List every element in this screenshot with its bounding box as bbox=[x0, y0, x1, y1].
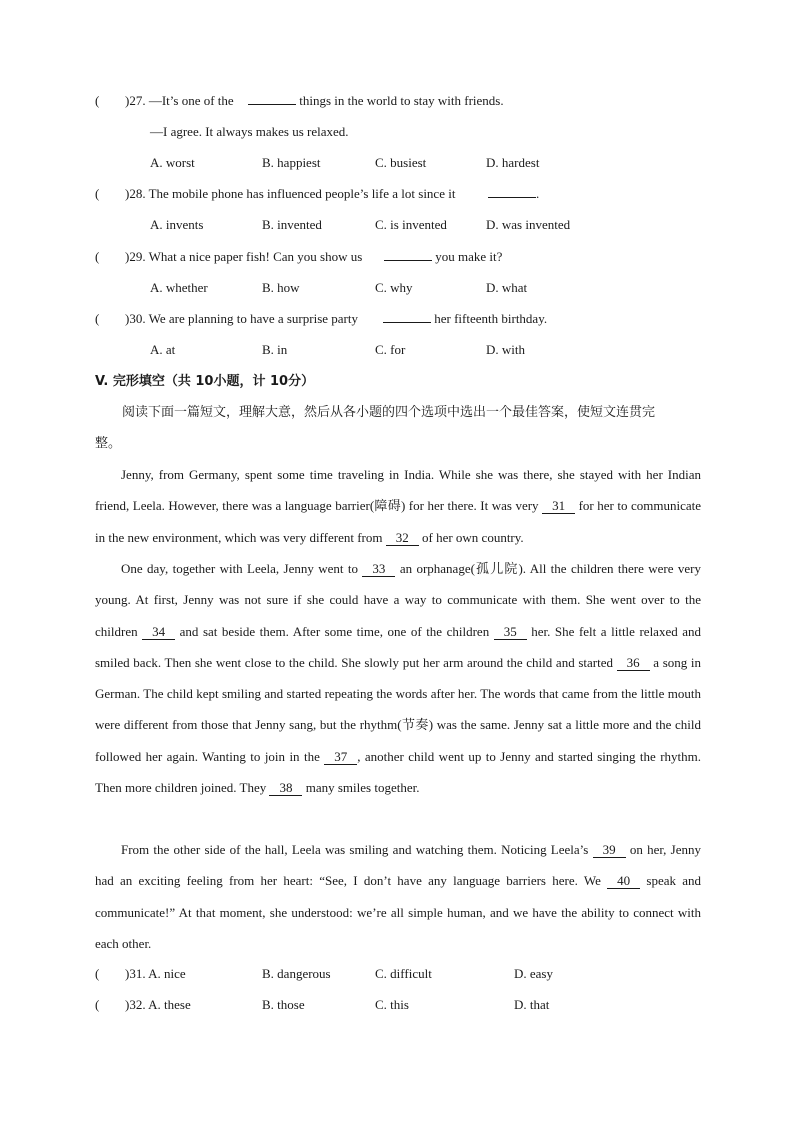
option: A. worst bbox=[150, 155, 195, 170]
question-27-reply: —I agree. It always makes us relaxed. bbox=[150, 124, 349, 139]
answer-paren: ( bbox=[95, 93, 100, 108]
question-29-options: A. whether B. how C. why D. what bbox=[150, 280, 528, 295]
blank-number: 40 bbox=[607, 874, 640, 889]
option: D. hardest bbox=[486, 155, 540, 170]
blank-number: 39 bbox=[593, 843, 626, 858]
option: B. happiest bbox=[262, 155, 321, 170]
answer-blank bbox=[383, 310, 431, 323]
question-30: ( )30. We are planning to have a surprise party her fifteenth birthday. bbox=[95, 311, 548, 326]
answer-blank bbox=[248, 92, 296, 105]
blank-number: 31 bbox=[542, 499, 575, 514]
passage-paragraph-1: Jenny, from Germany, spent some time traveling in India. While she was there, she stayed with her Indian friend, Leela. However, there was a language barrier(障碍) for her there. It was very 31 for her to communicate in the new environment, which was very different from 32 of her own country. bbox=[95, 467, 702, 545]
question-29: ( )29. What a nice paper fish! Can you show us you make it? bbox=[95, 249, 503, 264]
option: C. busiest bbox=[375, 155, 427, 170]
answer-blank bbox=[384, 248, 432, 261]
answer-blank bbox=[488, 185, 536, 198]
blank-number: 36 bbox=[617, 656, 650, 671]
passage-paragraph-3: From the other side of the hall, Leela was smiling and watching them. Noticing Leela’s 39 on her, Jenny had an exciting feeling from her heart: “See, I don’t have any language barriers here. We 40 speak and communicate!” At that moment, she understood: we’re all simple human, and we have the ability to connect with each other. bbox=[95, 842, 702, 951]
blank-number: 33 bbox=[362, 562, 395, 577]
passage-paragraph-2: One day, together with Leela, Jenny went to 33 an orphanage(孤儿院). All the children there were very young. At first, Jenny was not sure if she could have a way to communicate with them. She went over to the children 34 and sat beside them. After some time, one of the children 35 her. She felt a little relaxed and smiled back. Then she went close to the child. She slowly put her arm around the child and started 36 a song in German. The child kept smiling and started repeating the words after her. The words that came from the little mouth were different from those that Jenny sang, but the rhythm(节奏) was the same. Jenny sat a little more and the child followed her again. Wanting to join in the 37 , another child went up to Jenny and started singing the rhythm. Then more children joined. They 38 many smiles together. bbox=[95, 561, 702, 796]
question-27: ( )27. —It’s one of the things in the world to stay with friends. bbox=[95, 93, 504, 108]
question-30-options: A. at B. in C. for D. with bbox=[150, 342, 525, 357]
question-32: ( )32. A. these B. those C. this D. that bbox=[95, 997, 550, 1012]
question-27-options bbox=[150, 154, 600, 172]
question-28: ( )28. The mobile phone has influenced people’s life a lot since it . bbox=[95, 186, 540, 201]
section-instruction-end: 整。 bbox=[95, 436, 122, 451]
blank-number: 32 bbox=[386, 531, 419, 546]
question-31: ( )31. A. nice B. dangerous C. difficult D. easy bbox=[95, 966, 553, 981]
section-title: V. 完形填空（共 10小题，计 10分） bbox=[95, 374, 315, 389]
blank-number: 34 bbox=[142, 625, 175, 640]
question-28-options: A. invents B. invented C. is invented D. was invented bbox=[150, 217, 571, 232]
section-instruction: 阅读下面一篇短文，理解大意，然后从各小题的四个选项中选出一个最佳答案，使短文连贯完 bbox=[122, 405, 656, 420]
blank-number: 37 bbox=[324, 750, 357, 765]
blank-number: 38 bbox=[269, 781, 302, 796]
blank-number: 35 bbox=[494, 625, 527, 640]
